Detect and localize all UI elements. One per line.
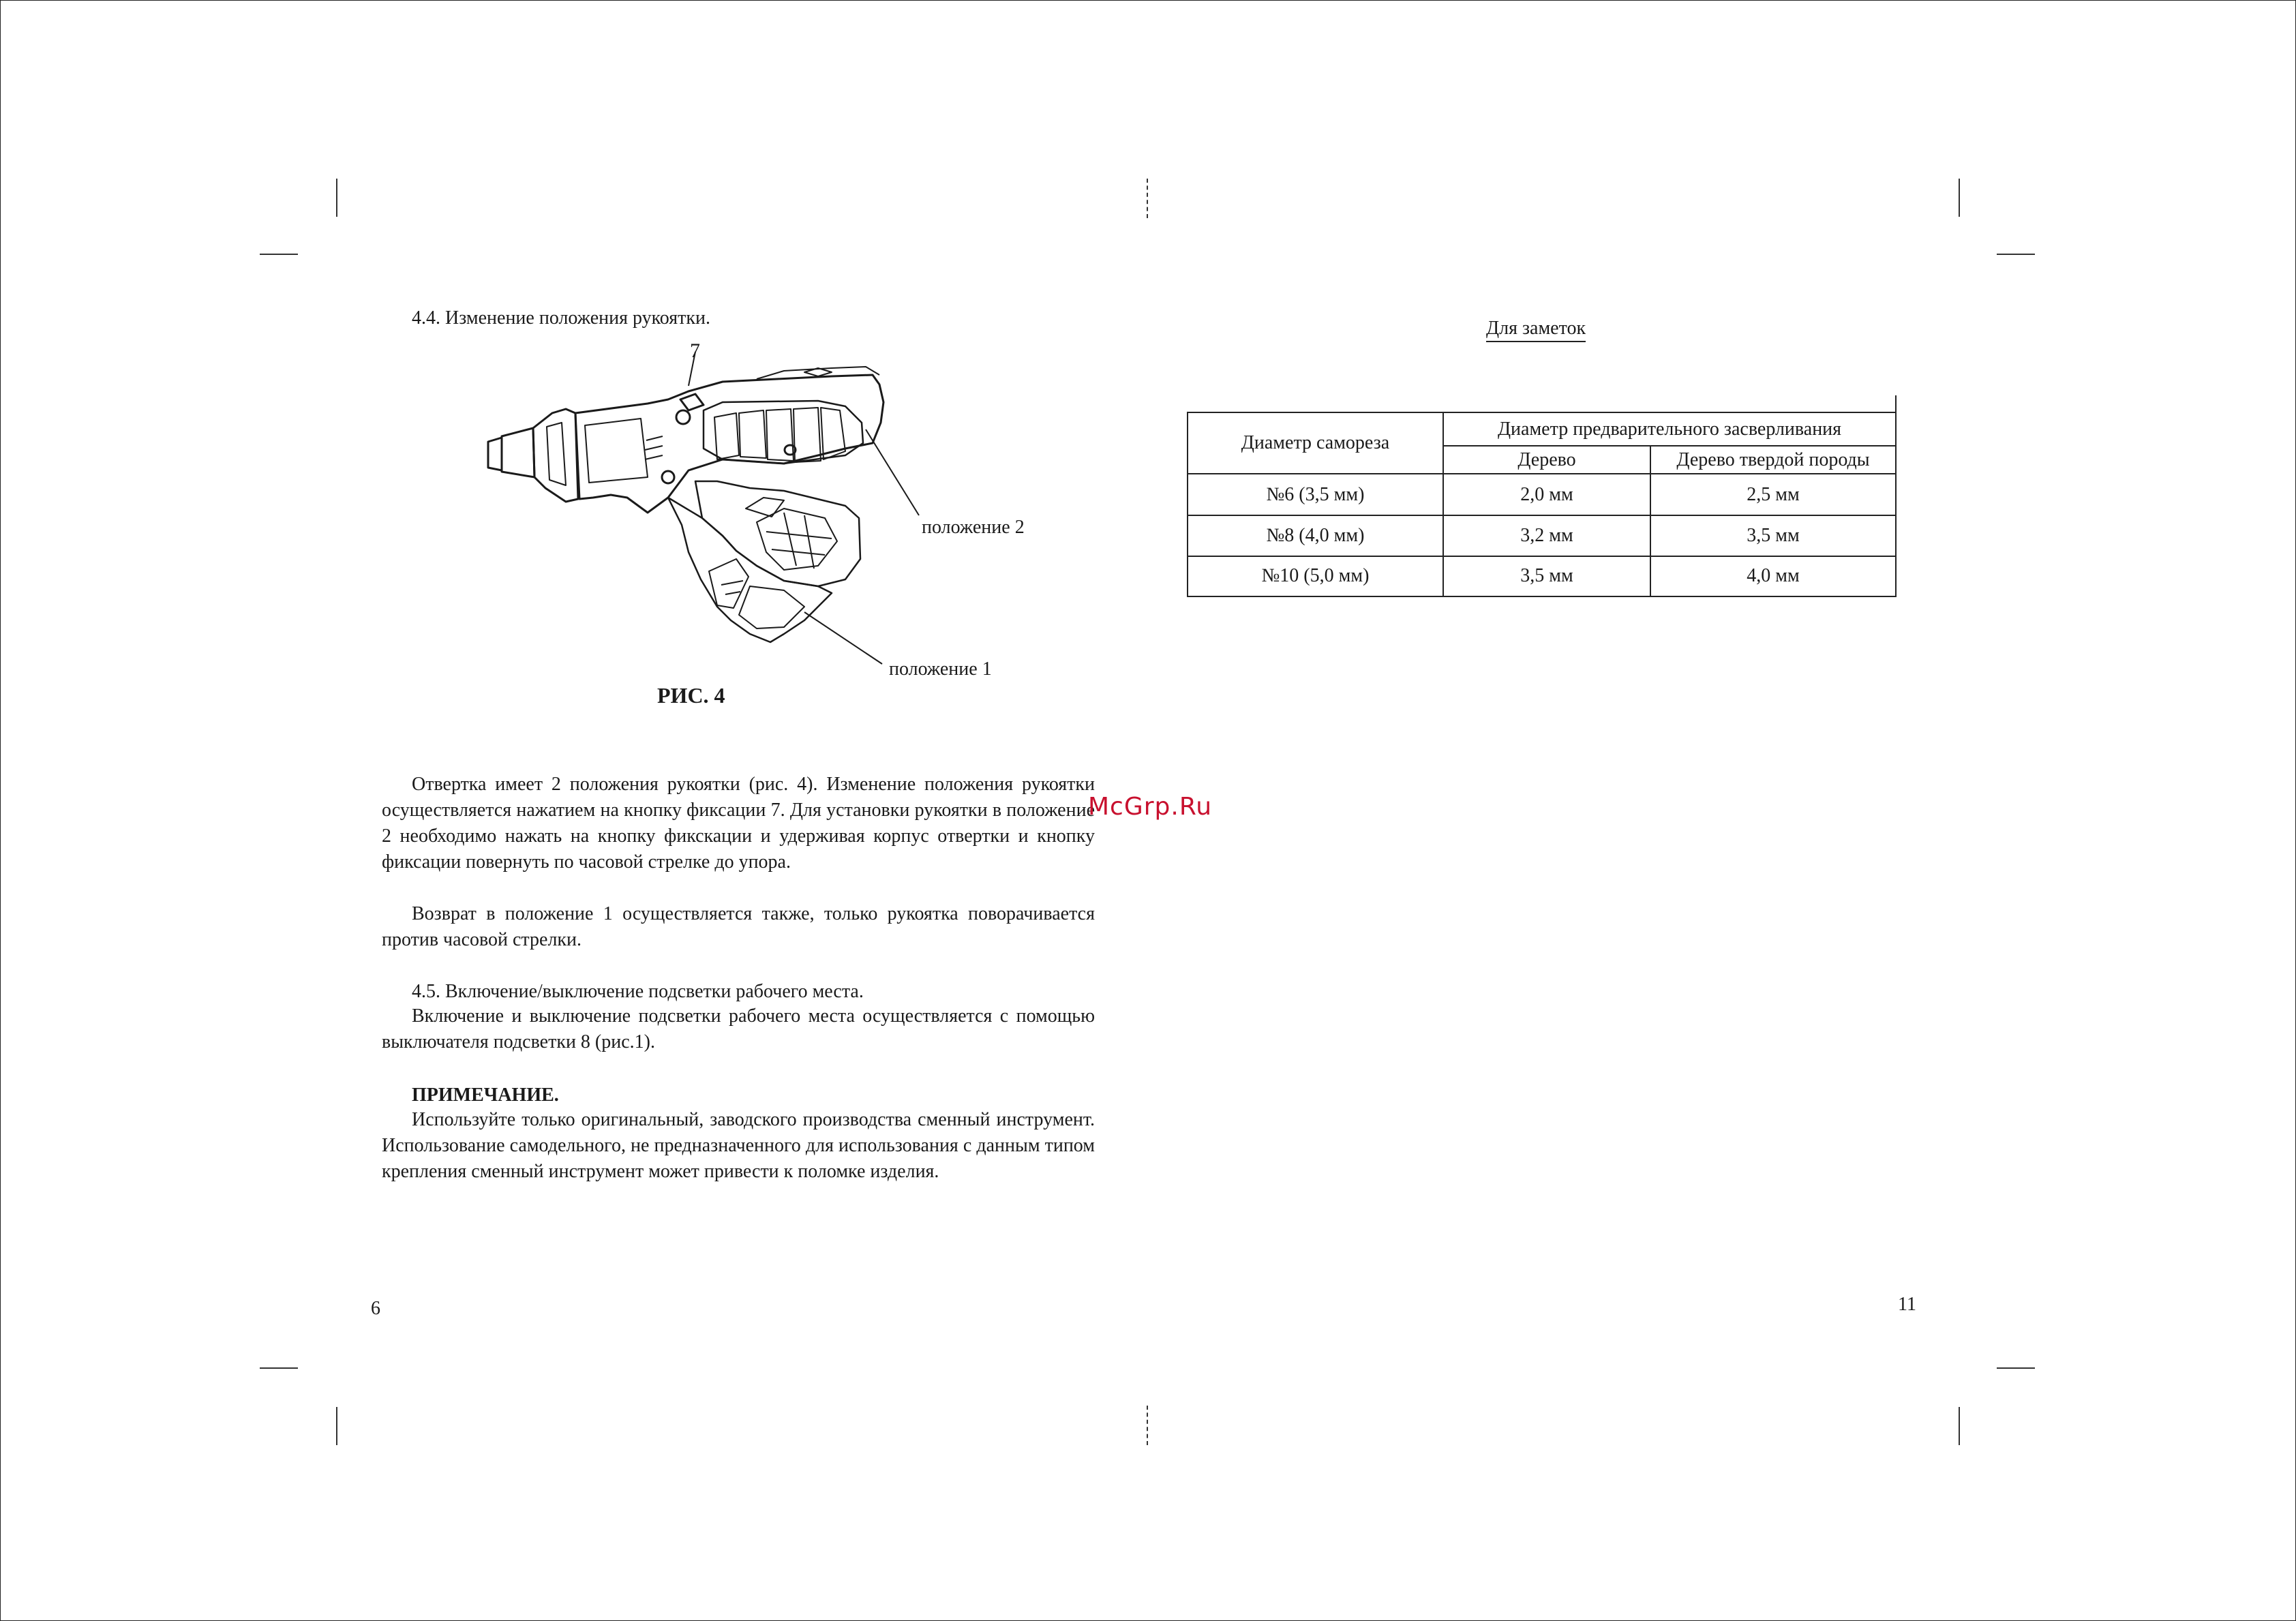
cell-screw: №10 (5,0 мм): [1188, 556, 1443, 596]
page-number-left: 6: [371, 1298, 380, 1319]
cell-hardwood: 4,0 мм: [1650, 556, 1896, 596]
header-pre-drill-diameter: Диаметр предварительного засверливания: [1443, 412, 1896, 446]
header-screw-diameter: Диаметр самореза: [1188, 412, 1443, 474]
cell-screw: №6 (3,5 мм): [1188, 474, 1443, 515]
callout-position-2: положение 2: [922, 517, 1025, 538]
page-number-right: 11: [1898, 1294, 1916, 1315]
paragraph: Включение и выключение подсветки рабочего места осуществляется с помощью выключателя подсветки 8 (рис.1).: [382, 1005, 1095, 1052]
table-row: [1188, 474, 1896, 515]
note-text: Используйте только оригинальный, заводского производства сменный инструмент. Использование самодельного, не предназначенного для использования с данным типом крепления сменный инструмент может привести к поломке изделия.: [382, 1109, 1095, 1182]
table-corner-mark: [1895, 395, 1897, 412]
cell-wood: 2,0 мм: [1443, 474, 1650, 515]
crop-mark: [1959, 179, 1960, 217]
table-row: [1188, 515, 1896, 556]
drill-diameter-table: [1187, 412, 1897, 597]
paragraph: Отвертка имеет 2 положения рукоятки (рис. 4). Изменение положения рукоятки осуществляется нажатием на кнопку фиксации 7. Для установки рукоятки в положение 2 необходимо нажать на кнопку фикскации и удерживая корпус отвертки и кнопку фиксации повернуть по часовой стрелке до упора.: [382, 774, 1095, 873]
cell-hardwood: 3,5 мм: [1650, 515, 1896, 556]
crop-mark: [1147, 1406, 1148, 1445]
subheader-hardwood: Дерево твердой породы: [1650, 446, 1896, 474]
paragraph: Возврат в положение 1 осуществляется также, только рукоятка поворачивается против часовой стрелки.: [382, 903, 1095, 950]
crop-mark: [1147, 179, 1148, 218]
crop-mark: [336, 179, 337, 217]
crop-mark: [260, 1367, 298, 1369]
crop-mark: [1959, 1407, 1960, 1445]
cell-wood: 3,2 мм: [1443, 515, 1650, 556]
section-heading-4-4: 4.4. Изменение положения рукоятки.: [412, 307, 710, 329]
figure-caption: РИС. 4: [657, 683, 725, 708]
section-heading-4-5: 4.5. Включение/выключение подсветки рабочего места.: [412, 981, 864, 1002]
watermark: McGrp.Ru: [1088, 793, 1213, 821]
cell-wood: 3,5 мм: [1443, 556, 1650, 596]
crop-mark: [336, 1407, 337, 1445]
subheader-wood: Дерево: [1443, 446, 1650, 474]
cell-hardwood: 2,5 мм: [1650, 474, 1896, 515]
cell-screw: №8 (4,0 мм): [1188, 515, 1443, 556]
callout-position-1: положение 1: [889, 658, 992, 680]
table-row: [1188, 556, 1896, 596]
crop-mark: [1997, 254, 2035, 255]
crop-mark: [1997, 1367, 2035, 1369]
crop-mark: [260, 254, 298, 255]
screwdriver-figure: [464, 334, 1145, 675]
figure-label-7: 7: [690, 339, 700, 362]
notes-title: Для заметок: [1486, 318, 1586, 342]
note-title: ПРИМЕЧАНИЕ.: [412, 1085, 559, 1106]
